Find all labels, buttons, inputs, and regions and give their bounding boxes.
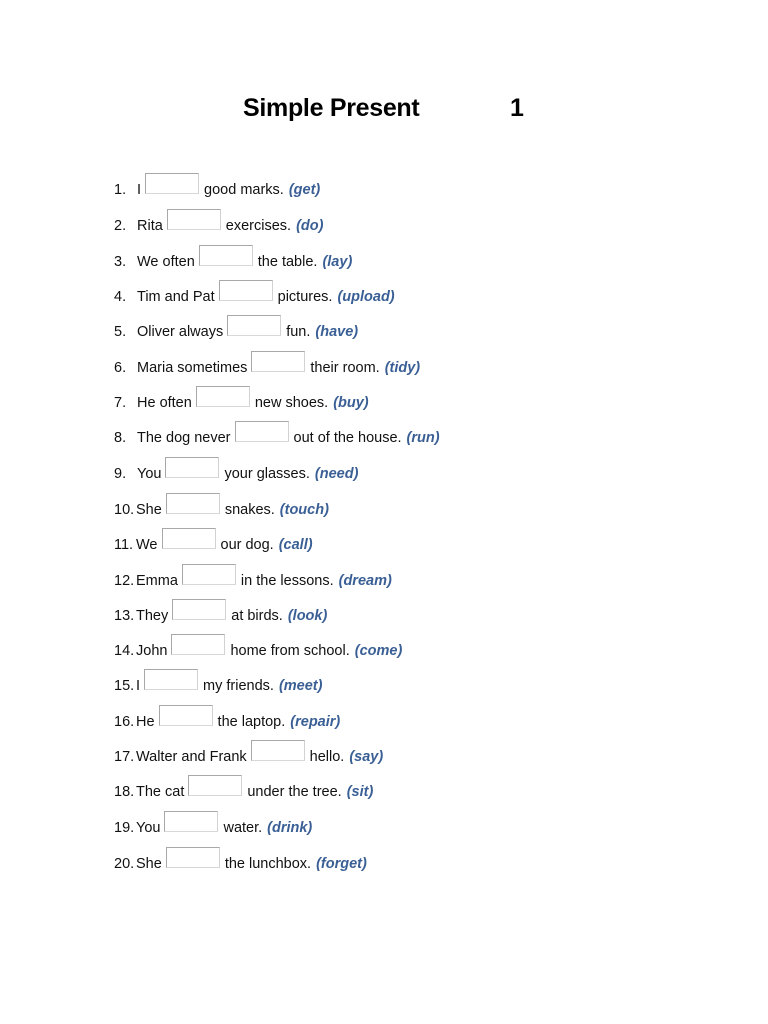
answer-field[interactable]	[251, 351, 305, 372]
exercise-item	[114, 314, 358, 340]
item-rest: at birds.	[231, 608, 283, 624]
item-number: 1.	[114, 182, 127, 198]
answer-field[interactable]	[196, 386, 250, 407]
exercise-item	[114, 598, 327, 624]
item-number: 13.	[114, 608, 135, 624]
item-subject: I	[136, 678, 141, 694]
item-rest: in the lessons.	[240, 573, 334, 589]
item-subject: Maria sometimes	[137, 360, 248, 376]
exercise-item	[114, 810, 312, 836]
item-number: 3.	[114, 254, 127, 270]
item-verb-hint: (get)	[288, 182, 321, 198]
item-subject: Tim and Pat	[137, 289, 215, 305]
answer-field[interactable]	[167, 209, 221, 230]
worksheet-number: 1	[510, 94, 524, 122]
item-subject: He often	[137, 395, 192, 411]
answer-field[interactable]	[188, 775, 242, 796]
answer-field[interactable]	[162, 528, 216, 549]
exercise-item	[114, 492, 329, 518]
item-verb-hint: (buy)	[333, 395, 369, 411]
item-subject: We often	[137, 254, 195, 270]
item-verb-hint: (need)	[314, 466, 359, 482]
item-rest: fun.	[286, 324, 311, 340]
exercise-item	[114, 208, 323, 234]
item-rest: exercises.	[225, 218, 292, 234]
title-text: Simple Present	[243, 94, 420, 122]
exercise-item	[114, 527, 313, 553]
item-subject: Rita	[137, 218, 163, 234]
item-verb-hint: (repair)	[290, 714, 341, 730]
item-subject: They	[136, 608, 169, 624]
answer-field[interactable]	[235, 421, 289, 442]
item-verb-hint: (upload)	[337, 289, 395, 305]
exercise-item	[114, 739, 383, 765]
answer-field[interactable]	[159, 705, 213, 726]
item-number: 14.	[114, 643, 135, 659]
item-subject: John	[136, 643, 168, 659]
answer-field[interactable]	[144, 669, 198, 690]
item-verb-hint: (call)	[278, 537, 313, 553]
worksheet-title	[243, 94, 524, 123]
answer-field[interactable]	[166, 847, 220, 868]
exercise-item	[114, 563, 392, 589]
item-rest: under the tree.	[247, 784, 342, 800]
item-rest: their room.	[310, 360, 380, 376]
item-number: 12.	[114, 573, 135, 589]
item-subject: The dog never	[137, 430, 231, 446]
answer-field[interactable]	[251, 740, 305, 761]
exercise-item	[114, 456, 358, 482]
item-subject: I	[137, 182, 142, 198]
answer-field[interactable]	[145, 173, 199, 194]
item-number: 16.	[114, 714, 135, 730]
item-number: 4.	[114, 289, 127, 305]
item-verb-hint: (lay)	[322, 254, 353, 270]
answer-field[interactable]	[199, 245, 253, 266]
item-number: 8.	[114, 430, 127, 446]
item-subject: Oliver always	[137, 324, 224, 340]
exercise-item	[114, 420, 440, 446]
item-number: 18.	[114, 784, 135, 800]
answer-field[interactable]	[171, 634, 225, 655]
item-rest: our dog.	[220, 537, 274, 553]
answer-field[interactable]	[166, 493, 220, 514]
item-rest: the laptop.	[217, 714, 286, 730]
exercise-item	[114, 385, 369, 411]
item-rest: water.	[223, 820, 263, 836]
exercise-item	[114, 279, 395, 305]
item-subject: He	[136, 714, 155, 730]
item-verb-hint: (do)	[296, 218, 324, 234]
item-verb-hint: (say)	[349, 749, 384, 765]
item-verb-hint: (look)	[287, 608, 328, 624]
answer-field[interactable]	[227, 315, 281, 336]
item-number: 11.	[114, 537, 134, 553]
item-rest: home from school.	[230, 643, 350, 659]
item-rest: the lunchbox.	[224, 856, 312, 872]
exercise-item	[114, 774, 373, 800]
item-rest: pictures.	[277, 289, 333, 305]
exercise-item	[114, 846, 367, 872]
item-verb-hint: (run)	[406, 430, 440, 446]
item-number: 6.	[114, 360, 127, 376]
item-subject: You	[137, 466, 162, 482]
item-number: 17.	[114, 749, 135, 765]
item-rest: hello.	[309, 749, 345, 765]
item-verb-hint: (meet)	[278, 678, 323, 694]
item-subject: You	[136, 820, 161, 836]
item-rest: good marks.	[204, 182, 284, 198]
item-subject: Walter and Frank	[136, 749, 247, 765]
item-rest: out of the house.	[293, 430, 402, 446]
item-number: 15.	[114, 678, 135, 694]
item-verb-hint: (sit)	[346, 784, 374, 800]
answer-field[interactable]	[219, 280, 273, 301]
item-subject: We	[136, 537, 158, 553]
item-rest: your glasses.	[224, 466, 310, 482]
item-subject: The cat	[136, 784, 185, 800]
item-subject: She	[136, 856, 162, 872]
item-verb-hint: (touch)	[279, 502, 329, 518]
answer-field[interactable]	[182, 564, 236, 585]
item-number: 20.	[114, 856, 135, 872]
item-rest: snakes.	[224, 502, 275, 518]
item-number: 5.	[114, 324, 127, 340]
item-verb-hint: (forget)	[316, 856, 367, 872]
item-subject: Emma	[136, 573, 178, 589]
answer-field[interactable]	[172, 599, 226, 620]
item-number: 7.	[114, 395, 127, 411]
exercise-item	[114, 172, 320, 198]
item-verb-hint: (drink)	[267, 820, 313, 836]
item-rest: my friends.	[203, 678, 274, 694]
item-verb-hint: (come)	[354, 643, 403, 659]
item-rest: new shoes.	[254, 395, 329, 411]
exercise-item	[114, 244, 352, 270]
exercise-item	[114, 668, 322, 694]
exercise-item	[114, 350, 420, 376]
item-number: 9.	[114, 466, 127, 482]
item-rest: the table.	[257, 254, 318, 270]
item-number: 19.	[114, 820, 135, 836]
item-verb-hint: (dream)	[338, 573, 392, 589]
item-subject: She	[136, 502, 162, 518]
item-number: 10.	[114, 502, 135, 518]
answer-field[interactable]	[165, 457, 219, 478]
item-number: 2.	[114, 218, 127, 234]
item-verb-hint: (have)	[315, 324, 359, 340]
item-verb-hint: (tidy)	[384, 360, 421, 376]
answer-field[interactable]	[164, 811, 218, 832]
exercise-item	[114, 633, 402, 659]
exercise-item	[114, 704, 340, 730]
